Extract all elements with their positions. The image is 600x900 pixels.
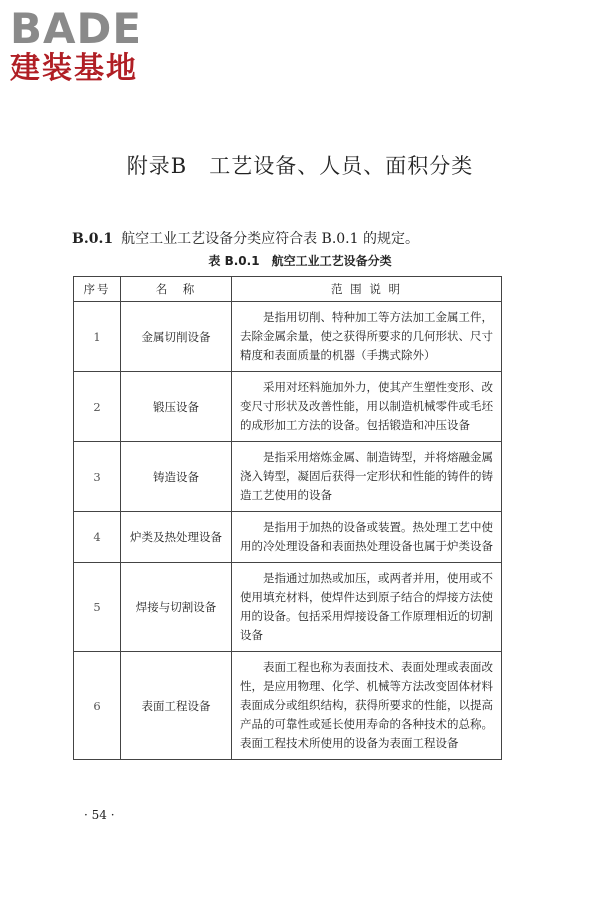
table-row [74, 512, 502, 563]
table-row [74, 442, 502, 512]
row-desc: 是指采用熔炼金属、制造铸型，并将熔融金属浇入铸型，凝固后获得一定形状和性能的铸件的铸造工艺使用的设备 [232, 442, 502, 512]
row-desc: 采用对坯料施加外力，使其产生塑性变形、改变尺寸形状及改善性能，用以制造机械零件或毛坯的成形加工方法的设备。包括锻造和冲压设备 [232, 372, 502, 442]
table-row [74, 372, 502, 442]
row-desc: 是指用切削、特种加工等方法加工金属工件，去除金属余量，使之获得所要求的几何形状、尺寸精度和表面质量的机器（手携式除外） [232, 302, 502, 372]
row-name: 铸造设备 [121, 442, 232, 512]
appendix-title: 附录B 工艺设备、人员、面积分类 [126, 154, 474, 178]
row-name: 表面工程设备 [121, 652, 232, 760]
clause-number: B.0.1 [72, 231, 114, 247]
header-desc: 范 围 说 明 [232, 277, 502, 302]
table-row [74, 652, 502, 760]
row-desc: 表面工程也称为表面技术、表面处理或表面改性，是应用物理、化学、机械等方法改变固体材料表面成分或组织结构，获得所要求的性能，以提高产品的可靠性或延长使用寿命的各种技术的总称。表面工程技术所使用的设备为表面工程设备 [232, 652, 502, 760]
row-desc: 是指通过加热或加压，或两者并用，使用或不使用填充材料，使焊件达到原子结合的焊接方法使用的设备。包括采用焊接设备工作原理相近的切割设备 [232, 563, 502, 652]
row-no: 4 [74, 512, 121, 563]
row-no: 5 [74, 563, 121, 652]
logo-subtitle: 建装基地 [10, 51, 138, 86]
clause-text: 航空工业工艺设备分类应符合表 B.0.1 的规定。 [121, 231, 419, 247]
row-no: 2 [74, 372, 121, 442]
table-row [74, 302, 502, 372]
page-number: · 54 · [84, 808, 115, 822]
table-row [74, 563, 502, 652]
header-name: 名 称 [121, 277, 232, 302]
row-name: 炉类及热处理设备 [121, 512, 232, 563]
equipment-table [73, 276, 502, 760]
logo [10, 6, 170, 86]
table-caption: 表 B.0.1 航空工业工艺设备分类 [208, 254, 392, 268]
row-desc: 是指用于加热的设备或装置。热处理工艺中使用的冷处理设备和表面热处理设备也属于炉类设备 [232, 512, 502, 563]
row-no: 3 [74, 442, 121, 512]
row-name: 金属切削设备 [121, 302, 232, 372]
row-name: 焊接与切割设备 [121, 563, 232, 652]
row-name: 锻压设备 [121, 372, 232, 442]
row-no: 6 [74, 652, 121, 760]
clause [72, 228, 419, 248]
logo-brand: BADE [10, 4, 143, 53]
row-no: 1 [74, 302, 121, 372]
header-no: 序号 [74, 277, 121, 302]
table-header-row [74, 277, 502, 302]
